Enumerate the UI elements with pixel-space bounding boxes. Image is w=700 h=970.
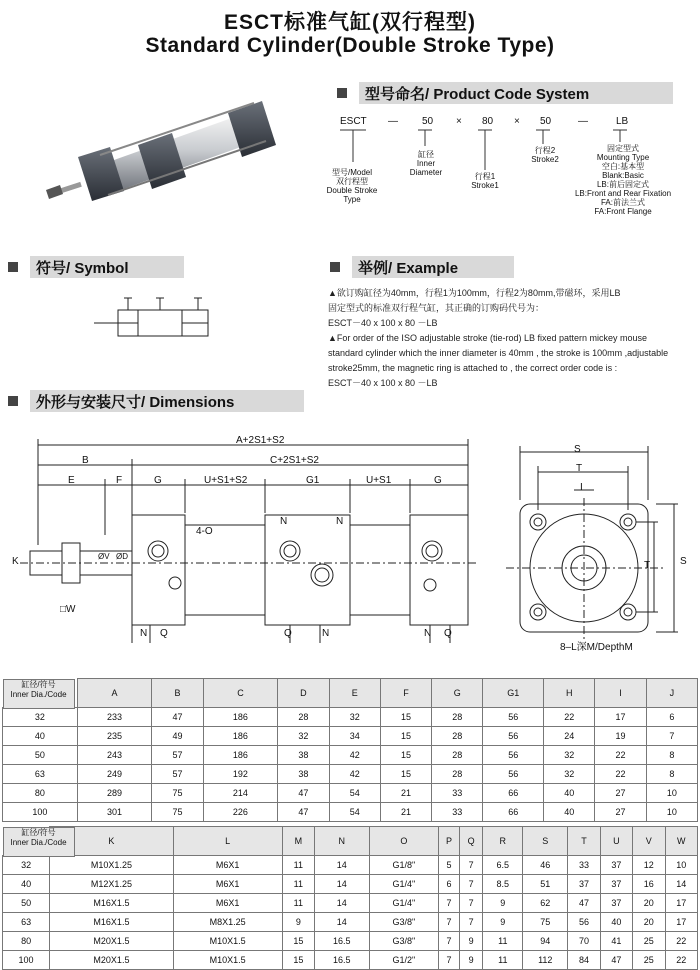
dim-q3: Q (444, 628, 452, 639)
dim-depth-label: 8–L深M/DepthM (560, 642, 633, 653)
example-text (328, 286, 690, 391)
column-header: D (278, 679, 329, 708)
table-cell: 16 (633, 875, 665, 894)
cylinder-photo (40, 95, 310, 225)
dim-n-bottom-3: N (424, 628, 432, 639)
table-cell: 28 (278, 708, 329, 727)
row-code-cell: 100 (3, 951, 50, 970)
table-cell: 8 (646, 765, 697, 784)
dim-w: □W (60, 604, 76, 615)
table-cell: 17 (665, 894, 698, 913)
column-header: C (203, 679, 278, 708)
dim-q1: Q (160, 628, 168, 639)
dim-t: T (576, 463, 583, 474)
code-stroke2-label: 行程2 Stroke2 (531, 146, 559, 164)
table-cell: 235 (77, 727, 152, 746)
table-cell: 62 (523, 894, 568, 913)
code-sep-2: × (456, 116, 462, 127)
table-cell: 40 (544, 803, 595, 822)
table-cell: 7 (439, 951, 460, 970)
table-cell: 12 (633, 856, 665, 875)
table-cell: 10 (646, 803, 697, 822)
example-en-line4: ESCT－40 x 100 x 80 －LB (328, 378, 438, 388)
table-cell: 249 (77, 765, 152, 784)
table-cell: 75 (152, 803, 203, 822)
dim-t-right: T (644, 560, 651, 571)
table-cell: 7 (439, 932, 460, 951)
table-cell: 40 (544, 784, 595, 803)
table-cell: 186 (203, 708, 278, 727)
table-cell: G3/8" (369, 932, 439, 951)
table-cell: 47 (600, 951, 632, 970)
code-stroke1-label: 行程1 Stroke1 (471, 172, 499, 190)
table-cell: G1/4" (369, 875, 439, 894)
table-cell: G1/4" (369, 894, 439, 913)
section-symbol: 符号/ Symbol (8, 256, 184, 278)
dim-d: ØD (116, 552, 128, 561)
table-cell: 226 (203, 803, 278, 822)
table-cell: 66 (483, 803, 544, 822)
table-cell: 22 (544, 708, 595, 727)
column-header: N (315, 827, 369, 856)
table-row (3, 856, 698, 875)
table-cell: 7 (459, 875, 483, 894)
column-header: L (173, 827, 282, 856)
table-cell: 20 (633, 913, 665, 932)
dim-k: K (12, 556, 19, 567)
column-header: Q (459, 827, 483, 856)
table-cell: 14 (315, 875, 369, 894)
table-row (3, 803, 698, 822)
table-cell: 9 (483, 913, 523, 932)
end-view-drawing (496, 440, 700, 650)
side-view-drawing (0, 425, 480, 655)
table-cell: 56 (483, 708, 544, 727)
table-cell: 27 (595, 803, 646, 822)
table-cell: 16.5 (315, 951, 369, 970)
table-cell: 7 (439, 913, 460, 932)
dim-q2: Q (284, 628, 292, 639)
table-cell: 56 (483, 765, 544, 784)
table-header-row (3, 827, 698, 856)
row-code-cell: 50 (3, 746, 78, 765)
section-dimensions: 外形与安装尺寸/ Dimensions (8, 390, 304, 412)
table-cell: 17 (595, 708, 646, 727)
table-cell: 57 (152, 765, 203, 784)
table-cell: 6.5 (483, 856, 523, 875)
table-cell: 19 (595, 727, 646, 746)
table-header-row (3, 679, 698, 708)
table-cell: 11 (282, 856, 314, 875)
pneumatic-symbol (90, 296, 220, 341)
table-cell: 7 (459, 894, 483, 913)
table-row (3, 913, 698, 932)
table-cell: 32 (329, 708, 380, 727)
example-en-line2: standard cylinder which the inner diameter is 40mm , the stroke is 100mm ,adjustable (328, 348, 669, 358)
dim-n-bottom-1: N (140, 628, 148, 639)
dim-b: B (82, 455, 89, 466)
column-header: S (523, 827, 568, 856)
table-cell: 11 (483, 951, 523, 970)
table-cell: M16X1.5 (50, 894, 174, 913)
table-cell: 47 (278, 784, 329, 803)
dim-c: C+2S1+S2 (270, 455, 319, 466)
table-cell: 28 (432, 727, 483, 746)
table-cell: 214 (203, 784, 278, 803)
table-cell: 9 (459, 951, 483, 970)
row-code-cell: 40 (3, 875, 50, 894)
column-header: U (600, 827, 632, 856)
example-en-line1: ▲For order of the ISO adjustable stroke (tie-rod) LB fixed pattern mickey mouse (328, 333, 648, 343)
code-part-mounting: LB (616, 116, 629, 127)
table-cell: 14 (315, 913, 369, 932)
spec-table-2 (2, 826, 698, 970)
table-cell: M20X1.5 (50, 932, 174, 951)
table-cell: 40 (600, 913, 632, 932)
column-header: I (595, 679, 646, 708)
table-cell: 186 (203, 746, 278, 765)
table-cell: M20X1.5 (50, 951, 174, 970)
dim-us12: U+S1+S2 (204, 475, 248, 486)
table-cell: G3/8" (369, 913, 439, 932)
table-cell: M10X1.5 (173, 951, 282, 970)
table-cell: 28 (432, 765, 483, 784)
table-cell: 22 (665, 951, 698, 970)
table-cell: M6X1 (173, 875, 282, 894)
table-cell: 14 (315, 894, 369, 913)
dim-a: A+2S1+S2 (236, 435, 285, 446)
code-sep-1: — (388, 116, 398, 127)
column-header: J (646, 679, 697, 708)
dim-f: F (116, 475, 123, 486)
dim-s-right: S (680, 556, 687, 567)
dim-i: I (580, 482, 583, 493)
table-cell: M12X1.25 (50, 875, 174, 894)
section-product-code: 型号命名/ Product Code System (337, 82, 673, 104)
table-row (3, 875, 698, 894)
table-row (3, 932, 698, 951)
table-cell: M8X1.25 (173, 913, 282, 932)
column-header: M (282, 827, 314, 856)
table-cell: 186 (203, 727, 278, 746)
table-cell: 6 (646, 708, 697, 727)
table-cell: 289 (77, 784, 152, 803)
table-cell: 32 (278, 727, 329, 746)
table-cell: 25 (633, 932, 665, 951)
table-cell: 17 (665, 913, 698, 932)
table-cell: 70 (568, 932, 600, 951)
section-example: 举例/ Example (330, 256, 514, 278)
table-cell: 11 (282, 875, 314, 894)
row-code-cell: 32 (3, 708, 78, 727)
example-en-line3: stroke25mm, the magnetic ring is attached to , the correct order code is : (328, 363, 618, 373)
table-cell: M10X1.5 (173, 932, 282, 951)
table-cell: 11 (483, 932, 523, 951)
table-cell: 33 (432, 803, 483, 822)
dim-n2: N (336, 516, 344, 527)
table-cell: 46 (523, 856, 568, 875)
table-cell: 14 (665, 875, 698, 894)
table-row (3, 951, 698, 970)
table-cell: 9 (459, 932, 483, 951)
dim-g: G (154, 475, 162, 486)
table-cell: 75 (523, 913, 568, 932)
code-part-esct: ESCT (340, 116, 367, 127)
title-cn: ESCT标准气缸(双行程型) (224, 11, 476, 34)
column-header: O (369, 827, 439, 856)
dim-n-bottom-2: N (322, 628, 330, 639)
table-cell: 25 (633, 951, 665, 970)
table-cell: 49 (152, 727, 203, 746)
table-cell: 37 (600, 875, 632, 894)
table-cell: 15 (380, 708, 431, 727)
table-cell: 56 (568, 913, 600, 932)
code-model-label: 型号/Model 双行程型 Double Stroke Type (326, 168, 378, 204)
table-cell: 42 (329, 765, 380, 784)
table-cell: 42 (329, 746, 380, 765)
table-cell: 57 (152, 746, 203, 765)
table-cell: 22 (595, 765, 646, 784)
column-header: E (329, 679, 380, 708)
code-sep-4: — (578, 116, 588, 127)
table-row (3, 727, 698, 746)
table-cell: 24 (544, 727, 595, 746)
row-code-cell: 63 (3, 913, 50, 932)
table-cell: 15 (282, 932, 314, 951)
table-cell: 54 (329, 784, 380, 803)
table-cell: M16X1.5 (50, 913, 174, 932)
table-cell: 7 (459, 913, 483, 932)
table-cell: 6 (439, 875, 460, 894)
dim-n1: N (280, 516, 288, 527)
table-cell: 9 (282, 913, 314, 932)
column-header: H (544, 679, 595, 708)
row-code-cell: 63 (3, 765, 78, 784)
table-cell: 21 (380, 784, 431, 803)
table-cell: M6X1 (173, 894, 282, 913)
column-header: T (568, 827, 600, 856)
table-cell: 28 (432, 708, 483, 727)
dim-e: E (68, 475, 75, 486)
table-cell: 27 (595, 784, 646, 803)
table-cell: 84 (568, 951, 600, 970)
table-cell: M10X1.25 (50, 856, 174, 875)
table-cell: 38 (278, 746, 329, 765)
table-cell: 11 (282, 894, 314, 913)
column-header: A (77, 679, 152, 708)
table-cell: 15 (282, 951, 314, 970)
column-header: P (439, 827, 460, 856)
row-code-cell: 80 (3, 932, 50, 951)
table-cell: 33 (568, 856, 600, 875)
table-cell: 28 (432, 746, 483, 765)
dim-v: ØV (98, 552, 110, 561)
table-cell: 22 (665, 932, 698, 951)
table-row (3, 894, 698, 913)
table-row (3, 746, 698, 765)
table-cell: 16.5 (315, 932, 369, 951)
table-cell: 75 (152, 784, 203, 803)
spec-table-1 (2, 678, 698, 822)
table-cell: G1/2" (369, 951, 439, 970)
table-row (3, 708, 698, 727)
column-header: W (665, 827, 698, 856)
column-header: G1 (483, 679, 544, 708)
table-cell: G1/8" (369, 856, 439, 875)
dim-s: S (574, 444, 581, 455)
table-cell: 66 (483, 784, 544, 803)
column-header-code: 缸径/符号 Inner Dia./Code (3, 827, 75, 857)
table-cell: 192 (203, 765, 278, 784)
table-cell: 233 (77, 708, 152, 727)
table-cell: 41 (600, 932, 632, 951)
dim-4o: 4-O (196, 526, 213, 537)
title-en: Standard Cylinder(Double Stroke Type) (145, 34, 555, 57)
row-code-cell: 100 (3, 803, 78, 822)
table-cell: 34 (329, 727, 380, 746)
table-cell: 32 (544, 765, 595, 784)
table-cell: 22 (595, 746, 646, 765)
table-cell: M6X1 (173, 856, 282, 875)
table-cell: 54 (329, 803, 380, 822)
table-cell: 37 (600, 894, 632, 913)
code-sep-3: × (514, 116, 520, 127)
column-header: B (152, 679, 203, 708)
table-row (3, 784, 698, 803)
table-cell: 37 (568, 875, 600, 894)
table-cell: 15 (380, 765, 431, 784)
table-cell: 112 (523, 951, 568, 970)
table-cell: 47 (568, 894, 600, 913)
table-cell: 9 (483, 894, 523, 913)
table-cell: 10 (646, 784, 697, 803)
row-code-cell: 32 (3, 856, 50, 875)
table-cell: 56 (483, 727, 544, 746)
row-code-cell: 80 (3, 784, 78, 803)
table-cell: 94 (523, 932, 568, 951)
example-cn-line3: ESCT－40 x 100 x 80 －LB (328, 318, 438, 328)
table-cell: 15 (380, 746, 431, 765)
table-cell: 15 (380, 727, 431, 746)
table-cell: 5 (439, 856, 460, 875)
code-part-stroke1: 80 (482, 116, 494, 127)
table-cell: 37 (600, 856, 632, 875)
dim-g2: G (434, 475, 442, 486)
table-cell: 20 (633, 894, 665, 913)
column-header: F (380, 679, 431, 708)
table-cell: 47 (278, 803, 329, 822)
table-cell: 32 (544, 746, 595, 765)
row-code-cell: 50 (3, 894, 50, 913)
table-cell: 38 (278, 765, 329, 784)
example-cn-line1: ▲欲订购缸径为40mm，行程1为100mm，行程2为80mm,带磁环，采用LB (328, 288, 621, 298)
code-part-stroke2: 50 (540, 116, 552, 127)
dim-g1: G1 (306, 475, 320, 486)
table-cell: 21 (380, 803, 431, 822)
table-cell: 8 (646, 746, 697, 765)
column-header-code: 缸径/符号 Inner Dia./Code (3, 679, 75, 709)
code-mounting-label: 固定型式 Mounting Type 空白:基本型 Blank:Basic LB:前后固定式 LB:Front and Rear Fixation FA:前法兰式 FA:Front Flange (574, 144, 672, 216)
table-cell: 301 (77, 803, 152, 822)
table-row (3, 765, 698, 784)
table-cell: 7 (459, 856, 483, 875)
table-cell: 47 (152, 708, 203, 727)
code-diameter-label: 缸径 Inner Diameter (409, 150, 443, 177)
code-part-diameter: 50 (422, 116, 434, 127)
table-cell: 56 (483, 746, 544, 765)
column-header: G (432, 679, 483, 708)
dim-us1: U+S1 (366, 475, 392, 486)
row-code-cell: 40 (3, 727, 78, 746)
table-cell: 51 (523, 875, 568, 894)
table-cell: 10 (665, 856, 698, 875)
table-cell: 243 (77, 746, 152, 765)
example-cn-line2: 固定型式的标准双行程气缸，其正确的订购码代号为： (328, 303, 545, 313)
table-cell: 33 (432, 784, 483, 803)
column-header: R (483, 827, 523, 856)
table-cell: 14 (315, 856, 369, 875)
table-cell: 7 (439, 894, 460, 913)
table-cell: 8.5 (483, 875, 523, 894)
column-header: V (633, 827, 665, 856)
column-header: K (50, 827, 174, 856)
table-cell: 7 (646, 727, 697, 746)
